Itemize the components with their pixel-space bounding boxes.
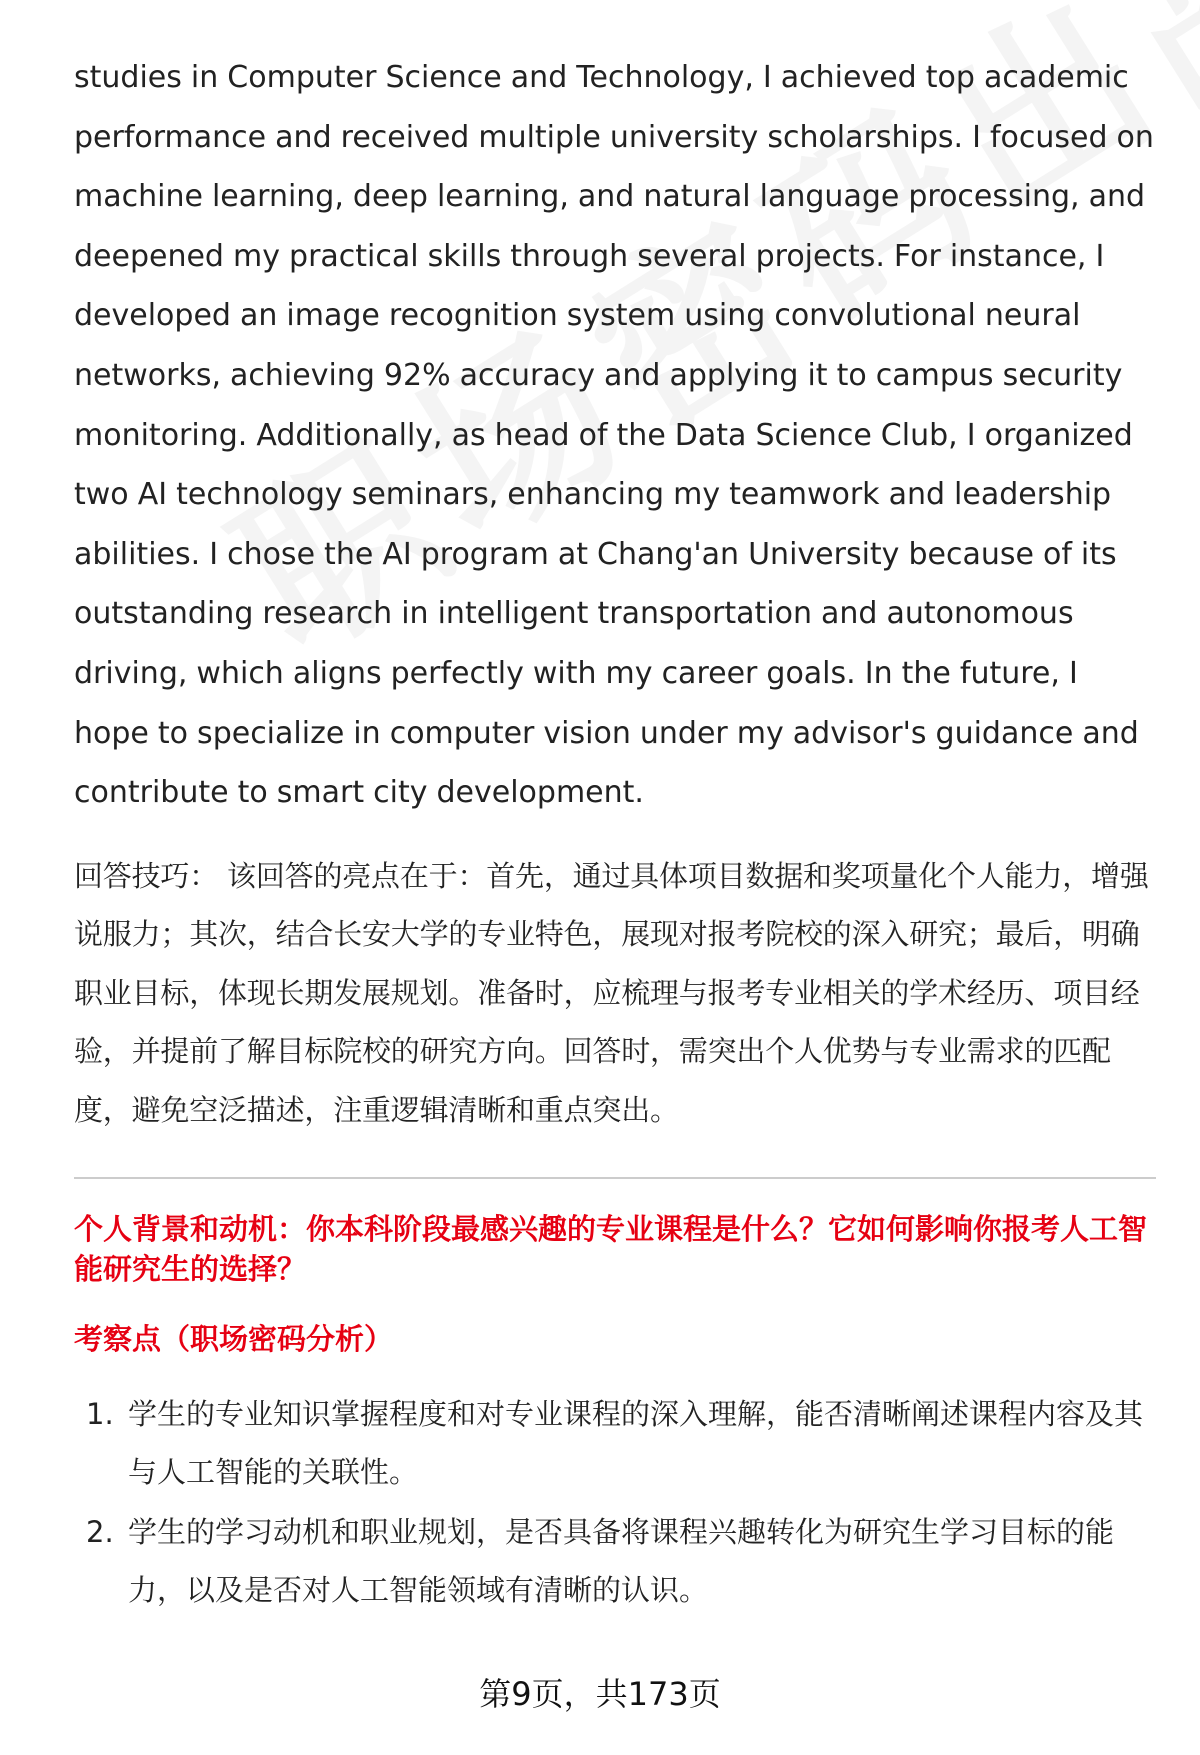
question-heading: 个人背景和动机：你本科阶段最感兴趣的专业课程是什么？它如何影响你报考人工智能研究生的选择？ bbox=[74, 1212, 1148, 1287]
assessment-heading: 考察点（职场密码分析） bbox=[74, 1322, 394, 1357]
tips-label: 回答技巧： bbox=[74, 858, 219, 893]
answer-tips bbox=[74, 847, 1154, 1140]
section-divider bbox=[74, 1177, 1156, 1179]
answer-paragraph: studies in Computer Science and Technology, I achieved top academic performance and received multiple university scholarships. I focused on machine learning, deep learning, and natural language processing, and deepened my practical skills through several projects. For instance, I developed an image recognition system using convolutional neural networks, achieving 92% accuracy and applying it to campus security monitoring. Additionally, as head of the Data Science Club, I organized two AI technology seminars, enhancing my teamwork and leadership abilities. I chose the AI program at Chang'an University because of its outstanding research in intelligent transportation and autonomous driving, which aligns perfectly with my career goals. In the future, I hope to specialize in computer vision under my advisor's guidance and contribute to smart city development. bbox=[74, 60, 1154, 811]
page-number: 第9页，共173页 bbox=[479, 1675, 721, 1713]
list-item-text: 学生的专业知识掌握程度和对专业课程的深入理解，能否清晰阐述课程内容及其与人工智能的关联性。 bbox=[128, 1397, 1144, 1490]
list-item bbox=[74, 1503, 1154, 1619]
tips-text: 该回答的亮点在于：首先，通过具体项目数据和奖项量化个人能力，增强说服力；其次，结合长安大学的专业特色，展现对报考院校的深入研究；最后，明确职业目标，体现长期发展规划。准备时，应梳理与报考专业相关的学术经历、项目经验，并提前了解目标院校的研究方向。回答时，需突出个人优势与专业需求的匹配度，避免空泛描述，注重逻辑清晰和重点突出。 bbox=[74, 858, 1149, 1127]
assessment-list bbox=[74, 1385, 1154, 1619]
list-item-text: 学生的学习动机和职业规划，是否具备将课程兴趣转化为研究生学习目标的能力，以及是否对人工智能领域有清晰的认识。 bbox=[128, 1515, 1115, 1608]
list-item bbox=[74, 1385, 1154, 1501]
page-content bbox=[74, 48, 1154, 1621]
list-item-number: 1. bbox=[86, 1397, 114, 1432]
list-item-number: 2. bbox=[86, 1515, 114, 1550]
